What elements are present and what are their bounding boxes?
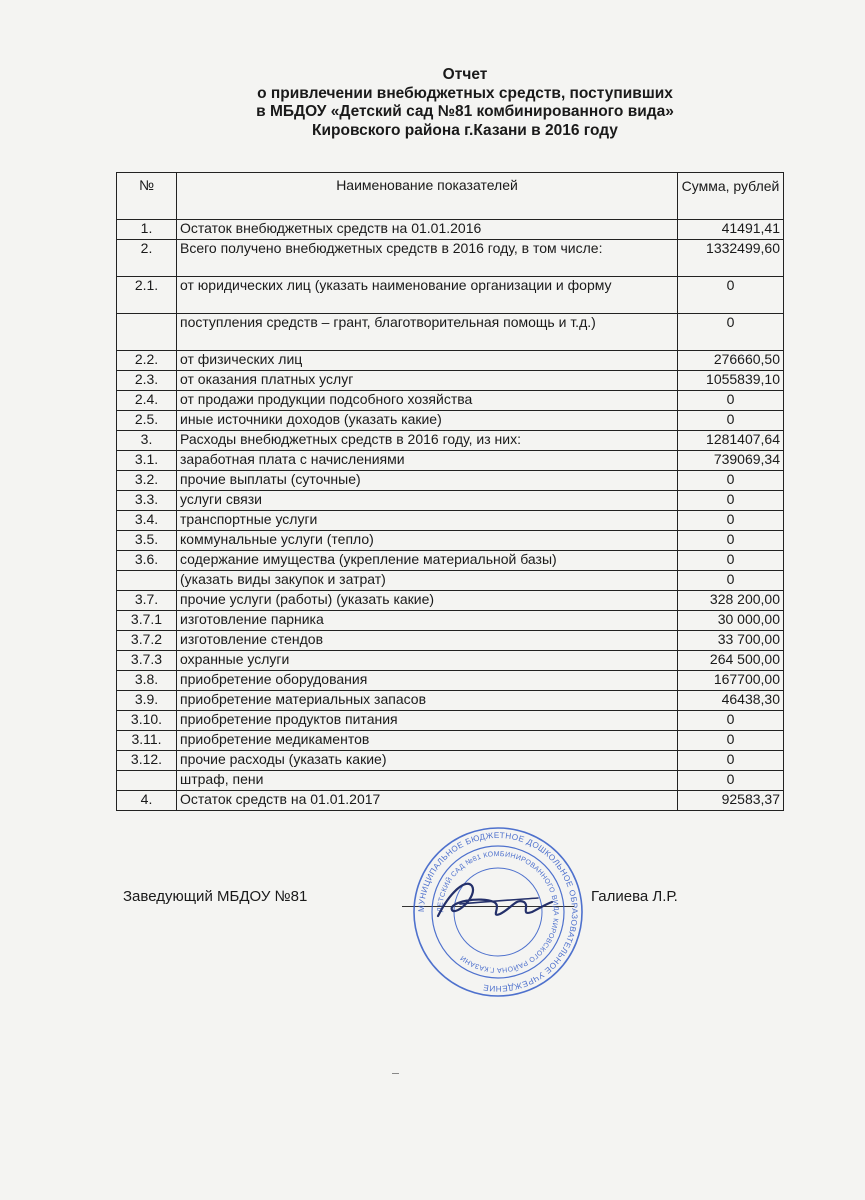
table-row (117, 631, 784, 651)
row-sum: 1281407,64 (678, 431, 784, 451)
row-num: 3.5. (117, 531, 177, 551)
row-sum: 0 (678, 314, 784, 351)
table-row (117, 711, 784, 731)
table-row (117, 651, 784, 671)
title-line-3: в МБДОУ «Детский сад №81 комбинированного вида» (256, 103, 674, 120)
table-row (117, 371, 784, 391)
row-num: 3.7. (117, 591, 177, 611)
table-row (117, 771, 784, 791)
row-name: Остаток средств на 01.01.2017 (177, 791, 678, 811)
row-sum: 46438,30 (678, 691, 784, 711)
row-num: 3.3. (117, 491, 177, 511)
row-num: 2.2. (117, 351, 177, 371)
row-num (117, 771, 177, 791)
row-name: заработная плата с начислениями (177, 451, 678, 471)
row-sum: 92583,37 (678, 791, 784, 811)
row-name: (указать виды закупок и затрат) (177, 571, 678, 591)
row-num (117, 571, 177, 591)
handwritten-signature (420, 872, 560, 932)
row-sum: 0 (678, 751, 784, 771)
row-name: от физических лиц (177, 351, 678, 371)
row-name: от оказания платных услуг (177, 371, 678, 391)
row-sum: 41491,41 (678, 220, 784, 240)
table-row (117, 511, 784, 531)
row-name: Всего получено внебюджетных средств в 2016 году, в том числе: (177, 240, 678, 277)
table-row (117, 611, 784, 631)
row-sum: 328 200,00 (678, 591, 784, 611)
row-name: приобретение материальных запасов (177, 691, 678, 711)
row-name: иные источники доходов (указать какие) (177, 411, 678, 431)
table-row (117, 531, 784, 551)
row-num: 2.3. (117, 371, 177, 391)
table-row (117, 351, 784, 371)
row-num: 3.10. (117, 711, 177, 731)
row-sum: 0 (678, 391, 784, 411)
table-row (117, 240, 784, 277)
row-name: прочие выплаты (суточные) (177, 471, 678, 491)
row-num: 2.1. (117, 277, 177, 314)
report-table (116, 172, 784, 811)
row-name: транспортные услуги (177, 511, 678, 531)
stamp-outer-text: МУНИЦИПАЛЬНОЕ БЮДЖЕТНОЕ ДОШКОЛЬНОЕ ОБРАЗОВАТЕЛЬНОЕ УЧРЕЖДЕНИЕ (416, 830, 580, 994)
row-name: приобретение оборудования (177, 671, 678, 691)
row-name: от продажи продукции подсобного хозяйства (177, 391, 678, 411)
table-row (117, 220, 784, 240)
row-sum: 0 (678, 711, 784, 731)
director-position: Заведующий МБДОУ №81 (123, 888, 308, 905)
row-name: Остаток внебюджетных средств на 01.01.2016 (177, 220, 678, 240)
row-num: 3.11. (117, 731, 177, 751)
table-row (117, 471, 784, 491)
row-sum: 0 (678, 471, 784, 491)
table-header-row (117, 173, 784, 220)
table-row (117, 751, 784, 771)
row-sum: 0 (678, 491, 784, 511)
row-num: 3.9. (117, 691, 177, 711)
row-num: 2.5. (117, 411, 177, 431)
row-num: 3.7.1 (117, 611, 177, 631)
header-sum: Сумма, рублей (678, 173, 784, 220)
row-name: приобретение продуктов питания (177, 711, 678, 731)
stamp-inner-text: ДЕТСКИЙ САД №81 КОМБИНИРОВАННОГО ВИДА КИРОВСКОГО РАЙОНА Г.КАЗАНИ (436, 850, 560, 974)
row-num: 2. (117, 240, 177, 277)
table-row (117, 431, 784, 451)
row-sum: 0 (678, 771, 784, 791)
row-name: содержание имущества (укрепление материальной базы) (177, 551, 678, 571)
row-num: 3.8. (117, 671, 177, 691)
table-row (117, 391, 784, 411)
table-row (117, 671, 784, 691)
row-name: поступления средств – грант, благотворительная помощь и т.д.) (177, 314, 678, 351)
row-name: охранные услуги (177, 651, 678, 671)
row-num: 3.6. (117, 551, 177, 571)
row-sum: 0 (678, 731, 784, 751)
table-row (117, 314, 784, 351)
row-sum: 0 (678, 411, 784, 431)
header-name: Наименование показателей (177, 173, 678, 220)
table-row (117, 277, 784, 314)
table-row (117, 491, 784, 511)
header-num: № (117, 173, 177, 220)
row-sum: 276660,50 (678, 351, 784, 371)
report-body (117, 220, 784, 811)
row-name: изготовление стендов (177, 631, 678, 651)
row-sum: 0 (678, 551, 784, 571)
row-num (117, 314, 177, 351)
page-mark (392, 1073, 399, 1074)
table-row (117, 791, 784, 811)
row-sum: 0 (678, 277, 784, 314)
row-sum: 1055839,10 (678, 371, 784, 391)
row-name: Расходы внебюджетных средств в 2016 году, из них: (177, 431, 678, 451)
director-name: Галиева Л.Р. (591, 888, 678, 905)
title-line-1: Отчет (442, 66, 488, 83)
row-sum: 264 500,00 (678, 651, 784, 671)
table-row (117, 551, 784, 571)
row-name: приобретение медикаментов (177, 731, 678, 751)
row-num: 3.7.3 (117, 651, 177, 671)
row-num: 3.7.2 (117, 631, 177, 651)
row-num: 3.4. (117, 511, 177, 531)
table-row (117, 731, 784, 751)
row-name: прочие услуги (работы) (указать какие) (177, 591, 678, 611)
row-name: прочие расходы (указать какие) (177, 751, 678, 771)
table-row (117, 591, 784, 611)
row-num: 3.2. (117, 471, 177, 491)
row-name: изготовление парника (177, 611, 678, 631)
title-line-4: Кировского района г.Казани в 2016 году (312, 121, 618, 139)
row-sum: 739069,34 (678, 451, 784, 471)
table-row (117, 451, 784, 471)
row-sum: 1332499,60 (678, 240, 784, 277)
table-row (117, 571, 784, 591)
row-sum: 0 (678, 531, 784, 551)
row-num: 3.12. (117, 751, 177, 771)
row-sum: 30 000,00 (678, 611, 784, 631)
row-sum: 167700,00 (678, 671, 784, 691)
row-sum: 0 (678, 511, 784, 531)
row-name: от юридических лиц (указать наименование организации и форму (177, 277, 678, 314)
row-name: услуги связи (177, 491, 678, 511)
table-row (117, 411, 784, 431)
row-num: 1. (117, 220, 177, 240)
title-line-2: о привлечении внебюджетных средств, поступивших (257, 84, 673, 102)
row-name: штраф, пени (177, 771, 678, 791)
row-sum: 0 (678, 571, 784, 591)
row-num: 3. (117, 431, 177, 451)
row-num: 3.1. (117, 451, 177, 471)
table-row (117, 691, 784, 711)
report-title (0, 66, 865, 140)
row-name: коммунальные услуги (тепло) (177, 531, 678, 551)
row-num: 2.4. (117, 391, 177, 411)
row-sum: 33 700,00 (678, 631, 784, 651)
row-num: 4. (117, 791, 177, 811)
